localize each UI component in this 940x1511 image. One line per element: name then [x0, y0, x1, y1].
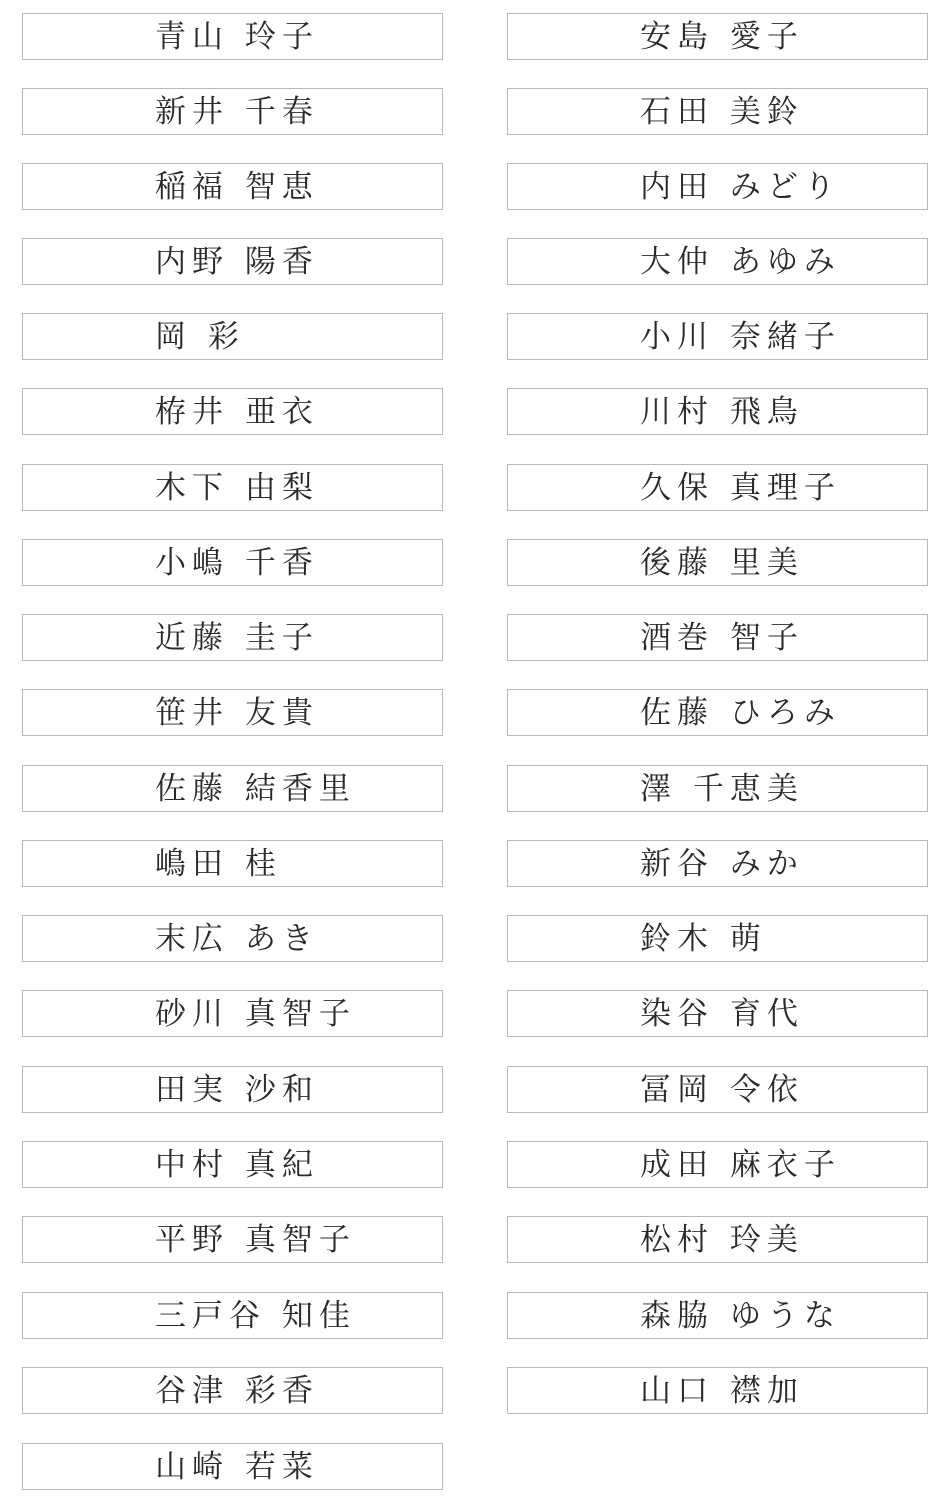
name-label: 青山 玲子 — [155, 19, 319, 55]
name-box — [22, 1367, 443, 1414]
name-label: 新谷 みか — [640, 846, 804, 882]
name-box — [507, 539, 928, 586]
name-label: 嶋田 桂 — [155, 846, 282, 882]
name-label: 川村 飛鳥 — [640, 394, 804, 430]
name-label: 松村 玲美 — [640, 1222, 804, 1258]
name-box — [22, 689, 443, 736]
name-box — [22, 614, 443, 661]
name-box — [507, 464, 928, 511]
name-label: 木下 由梨 — [155, 470, 319, 506]
name-box — [22, 915, 443, 962]
name-box — [22, 313, 443, 360]
name-label: 佐藤 結香里 — [155, 771, 356, 807]
name-box — [22, 1066, 443, 1113]
name-label: 酒巻 智子 — [640, 620, 804, 656]
name-box — [507, 614, 928, 661]
name-label: 笹井 友貴 — [155, 695, 319, 731]
name-label: 久保 真理子 — [640, 470, 841, 506]
name-label: 森脇 ゆうな — [640, 1298, 841, 1334]
name-label: 岡 彩 — [155, 319, 245, 355]
name-box — [22, 1141, 443, 1188]
name-box — [507, 313, 928, 360]
name-label: 成田 麻衣子 — [640, 1147, 841, 1183]
name-box — [22, 539, 443, 586]
name-box — [507, 1141, 928, 1188]
name-label: 平野 真智子 — [155, 1222, 356, 1258]
name-box — [22, 990, 443, 1037]
name-label: 鈴木 萌 — [640, 921, 767, 957]
name-label: 栫井 亜衣 — [155, 394, 319, 430]
name-label: 砂川 真智子 — [155, 996, 356, 1032]
name-label: 佐藤 ひろみ — [640, 695, 841, 731]
name-label: 内田 みどり — [640, 169, 841, 205]
name-box — [22, 13, 443, 60]
name-label: 後藤 里美 — [640, 545, 804, 581]
name-label: 小川 奈緒子 — [640, 319, 841, 355]
name-box — [507, 1066, 928, 1113]
name-label: 稲福 智恵 — [155, 169, 319, 205]
name-label: 澤 千恵美 — [640, 771, 804, 807]
name-box — [22, 238, 443, 285]
name-box — [507, 1367, 928, 1414]
name-label: 末広 あき — [155, 921, 319, 957]
name-box — [507, 238, 928, 285]
name-label: 冨岡 令依 — [640, 1072, 804, 1108]
name-label: 田実 沙和 — [155, 1072, 319, 1108]
name-label: 近藤 圭子 — [155, 620, 319, 656]
name-label: 谷津 彩香 — [155, 1373, 319, 1409]
name-box — [507, 689, 928, 736]
name-box — [22, 163, 443, 210]
name-box — [507, 915, 928, 962]
name-label: 新井 千春 — [155, 94, 319, 130]
name-box — [507, 13, 928, 60]
name-box — [22, 840, 443, 887]
name-label: 大仲 あゆみ — [640, 244, 841, 280]
name-box — [22, 88, 443, 135]
name-label: 中村 真紀 — [155, 1147, 319, 1183]
name-box — [507, 1216, 928, 1263]
name-box — [22, 1216, 443, 1263]
name-label: 石田 美鈴 — [640, 94, 804, 130]
name-label: 内野 陽香 — [155, 244, 319, 280]
name-label: 三戸谷 知佳 — [155, 1298, 356, 1334]
name-label: 安島 愛子 — [640, 19, 804, 55]
name-label: 山崎 若菜 — [155, 1449, 319, 1485]
name-box — [22, 388, 443, 435]
name-box — [507, 163, 928, 210]
name-box — [22, 765, 443, 812]
name-box — [507, 88, 928, 135]
name-box — [507, 990, 928, 1037]
name-box — [507, 765, 928, 812]
name-label: 小嶋 千香 — [155, 545, 319, 581]
name-box — [507, 1292, 928, 1339]
name-box — [507, 388, 928, 435]
name-box — [22, 1443, 443, 1490]
name-label: 山口 襟加 — [640, 1373, 804, 1409]
name-box — [507, 840, 928, 887]
name-label: 染谷 育代 — [640, 996, 804, 1032]
name-box — [22, 1292, 443, 1339]
name-box — [22, 464, 443, 511]
